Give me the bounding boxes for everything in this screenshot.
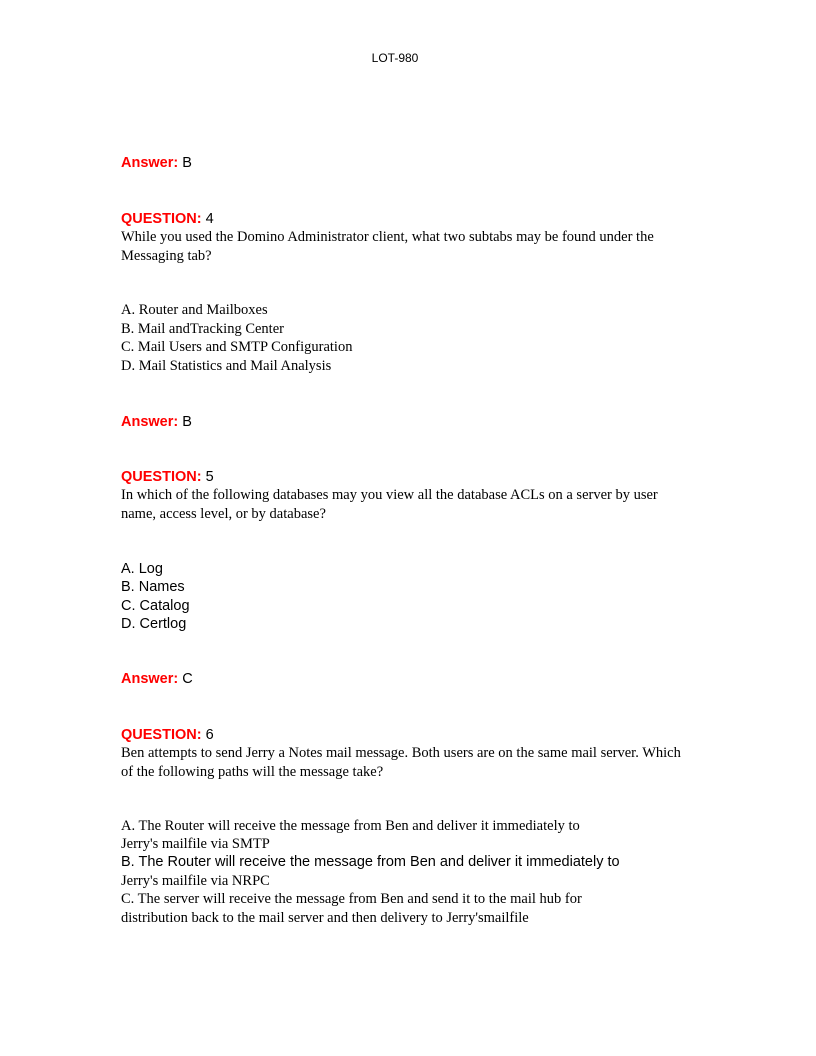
answer-label: Answer: — [121, 671, 179, 687]
option-b: B. Names — [121, 579, 185, 595]
answer-value: B — [182, 155, 192, 171]
question-number: 6 — [205, 727, 214, 743]
option-c: C. Catalog — [121, 598, 190, 614]
answer-line — [121, 670, 193, 688]
option-c-line2: distribution back to the mail server and then delivery to Jerry'smailfile — [121, 910, 529, 926]
question-text: While you used the Domino Administrator client, what two subtabs may be found under the Messaging tab? — [121, 229, 654, 264]
option-b-line1: B. The Router will receive the message from Ben and deliver it immediately to — [121, 854, 620, 870]
option-a: A. Log — [121, 561, 163, 577]
question-heading — [121, 468, 214, 486]
answer-value: B — [182, 414, 192, 430]
question-heading — [121, 210, 214, 228]
question-heading — [121, 726, 214, 744]
option-a-line1: A. The Router will receive the message from Ben and deliver it immediately to — [121, 818, 580, 834]
answer-label: Answer: — [121, 155, 179, 171]
answer-value: C — [182, 671, 193, 687]
question-label: QUESTION: — [121, 469, 202, 485]
question-number: 5 — [205, 469, 214, 485]
option-d: D. Certlog — [121, 616, 187, 632]
question-text: In which of the following databases may you view all the database ACLs on a server by user name, access level, or by database? — [121, 487, 658, 522]
option-c: C. Mail Users and SMTP Configuration — [121, 339, 353, 355]
option-b: B. Mail andTracking Center — [121, 321, 284, 337]
option-c-line1: C. The server will receive the message from Ben and send it to the mail hub for — [121, 891, 582, 907]
option-b-line2: Jerry's mailfile via NRPC — [121, 873, 270, 889]
answer-line — [121, 413, 192, 431]
question-label: QUESTION: — [121, 211, 202, 227]
page-header: LOT-980 — [371, 51, 419, 65]
answer-label: Answer: — [121, 414, 179, 430]
answer-line — [121, 154, 192, 172]
question-number: 4 — [205, 211, 214, 227]
option-a-line2: Jerry's mailfile via SMTP — [121, 836, 270, 852]
question-label: QUESTION: — [121, 727, 202, 743]
question-text: Ben attempts to send Jerry a Notes mail message. Both users are on the same mail server. Which of the following paths will the message take? — [121, 745, 681, 780]
option-a: A. Router and Mailboxes — [121, 302, 268, 318]
option-d: D. Mail Statistics and Mail Analysis — [121, 358, 332, 374]
